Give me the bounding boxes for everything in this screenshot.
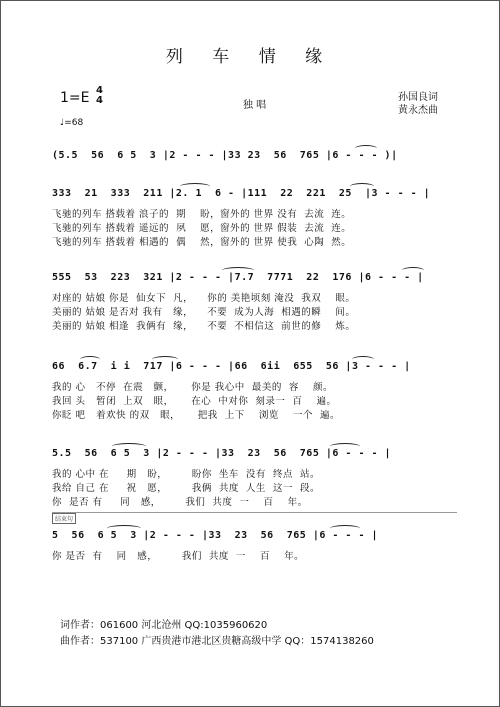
time-signature-top: 4	[96, 85, 103, 96]
lyric-verse-2: 我给 自己 在 祝 愿， 我俩 共度 人生 这一 段。	[52, 483, 320, 494]
lyric-verse-2: 我回 头 暂闭 上双 眼， 在心 中对你 刻录一 百 遍。	[52, 396, 337, 407]
time-signature	[96, 86, 103, 106]
notation-line: (5.5 56 6 5 3 |2 - - - |33 23 56 765 |6 - - - )|	[52, 150, 398, 161]
time-signature-bottom: 4	[96, 95, 103, 106]
key-signature: 1=E	[60, 90, 90, 106]
score-system-6	[52, 530, 457, 586]
lyric-verse-3: 美丽的 姑娘 相逢 我俩有 缘， 不要 不相信这 前世的修 炼。	[52, 321, 356, 332]
composer-contact: 曲作者：537100 广西贵港市港北区贵糖高级中学 QQ：1574138260	[60, 636, 374, 647]
ending-label: 结束句	[52, 513, 76, 524]
lyricist-contact: 词作者：061600 河北沧州 QQ:1035960620	[60, 620, 268, 631]
lyric-verse-3: 飞驰的列车 搭载着 相遇的 偶 然，窗外的 世界 使我 心陶 然。	[52, 237, 352, 248]
song-title: 列 车 情 缘	[165, 47, 335, 67]
ending-separator-line	[52, 512, 457, 513]
lyric-verse-1: 我的 心中 在 期 盼， 盼你 坐车 没有 终点 站。	[52, 469, 320, 480]
performance-type: 独 唱	[243, 100, 267, 111]
lyric-verse-1: 我的 心 不停 在震 颤， 你是 我心中 最美的 容 颜。	[52, 382, 333, 393]
lyric-verse-1: 飞驰的列车 搭载着 浪子的 期 盼，窗外的 世界 没有 去流 连。	[52, 209, 352, 220]
lyric-verse-1: 你 是否 有 同 感， 我们 共度 一 百 年。	[52, 551, 305, 562]
notation-line: 5 56 6 5 3 |2 - - - |33 23 56 765 |6 - - - |	[52, 530, 379, 541]
slur-mark	[180, 183, 210, 190]
tempo-marking: ♩=68	[60, 118, 84, 128]
slur-mark	[352, 356, 374, 363]
score-system-3	[52, 272, 457, 332]
notation-line: 555 53 223 321 |2 - - - |7.7 7771 22 176 |6 - - - |	[52, 272, 424, 283]
slur-mark	[355, 145, 377, 152]
lyricist-credit: 孙国良词	[398, 92, 438, 103]
slur-mark	[350, 183, 374, 190]
score-system-2	[52, 188, 457, 248]
slur-mark	[80, 356, 100, 363]
slur-mark	[112, 443, 146, 450]
slur-mark	[222, 267, 254, 274]
lyric-verse-2: 飞驰的列车 搭载着 遥远的 夙 愿，窗外的 世界 假装 去流 连。	[52, 223, 352, 234]
lyric-verse-1: 对座的 姑娘 你是 仙女下 凡， 你的 美艳顷刻 淹没 我双 眼。	[52, 293, 356, 304]
slur-mark	[107, 525, 141, 532]
slur-mark	[330, 443, 360, 450]
lyric-verse-2: 美丽的 姑娘 是否对 我有 缘， 不要 成为人海 相遇的瞬 间。	[52, 307, 356, 318]
score-system-4	[52, 361, 457, 421]
slur-mark	[330, 525, 360, 532]
notation-line: 333 21 333 211 |2. 1 6 - |111 22 221 25 |3 - - - |	[52, 188, 431, 199]
slur-mark	[152, 356, 178, 363]
notation-line: 66 6.7 i i 717 |6 - - - |66 6ii 655 56 |3 - - - |	[52, 361, 411, 372]
slur-mark	[402, 267, 424, 274]
composer-credit: 黄永杰曲	[398, 105, 438, 116]
lyric-verse-3: 你眨 吧 着欢快 的双 眼， 把我 上下 浏览 一个 遍。	[52, 410, 340, 421]
score-system-5	[52, 448, 457, 508]
lyric-verse-3: 你 是否 有 同 感， 我们 共度 一 百 年。	[52, 497, 308, 508]
notation-line: 5.5 56 6 5 3 |2 - - - |33 23 56 765 |6 - - - |	[52, 448, 392, 459]
